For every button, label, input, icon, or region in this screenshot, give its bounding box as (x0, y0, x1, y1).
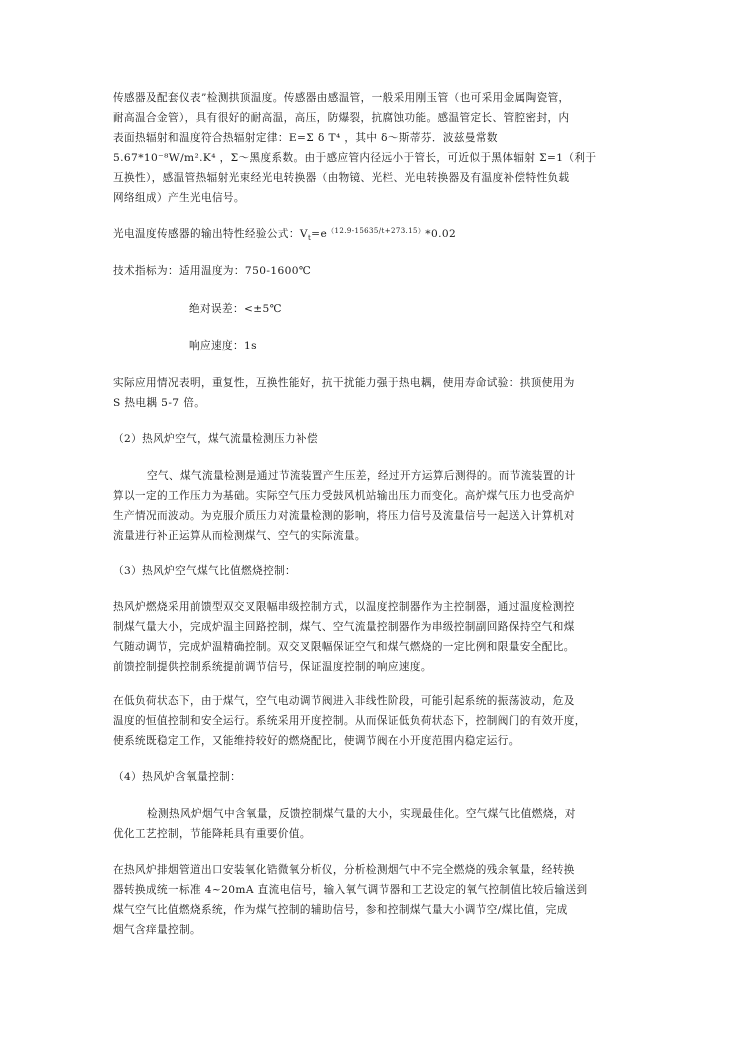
spec-line-temperature (113, 261, 633, 281)
spec-absolute-error: 绝对误差：<±5℃ (189, 303, 282, 315)
formula-subscript: t (307, 234, 312, 243)
spec-temperature-range: 技术指标为：适用温度为：750-1600℃ (113, 265, 312, 277)
formula-exponent: （12.9-15635/t+273.15） (327, 227, 426, 235)
paragraph-ratio-control (113, 597, 633, 677)
empirical-formula (113, 224, 633, 244)
text-line: 煤气空气比值燃烧系统，作为煤气控制的辅助信号，参和控制煤气量大小调节空/煤比值，完成 (113, 904, 568, 916)
text-line: 实际应用情况表明，重复性，互换性能好，抗干扰能力强于热电耦，使用寿命试验：拱顶使用为 (113, 377, 575, 389)
text-line: 在热风炉排烟管道出口安装氧化锆微氧分析仪，分析检测烟气中不完全燃烧的残余氧量，经转换 (113, 864, 575, 876)
text-line: 气随动调节，完成炉温精确控制。双交叉限幅保证空气和煤气燃烧的一定比例和限量安全配比。 (113, 641, 575, 653)
paragraph-application (113, 373, 633, 413)
paragraph-oxygen-detection (113, 804, 633, 844)
heading-text: （3）热风炉空气煤气比值燃烧控制： (113, 565, 297, 577)
paragraph-flow-compensation (113, 466, 633, 546)
text-line: 烟气含痒量控制。 (113, 924, 201, 936)
heading-text: （4）热风炉含氧量控制： (113, 771, 242, 783)
text-line: 热风炉燃烧采用前馈型双交叉限幅串级控制方式，以温度控制器作为主控制器，通过温度检测控 (113, 601, 575, 613)
text-line: 生产情况而波动。为克服介质压力对流量检测的影响，将压力信号及流量信号一起送入计算机对 (113, 510, 575, 522)
text-line: 流量进行补正运算从而检测煤气、空气的实际流量。 (113, 530, 366, 542)
text-line: 耐高温合金管），具有很好的耐高温，高压，防爆裂，抗腐蚀功能。感温管定长、管腔密封，内 (113, 112, 570, 124)
text-line: 制煤气量大小，完成炉温主回路控制，煤气、空气流量控制器作为串级控制副回路保持空气和煤 (113, 621, 575, 633)
paragraph-low-load (113, 691, 633, 751)
text-line: 检测热风炉烟气中含氧量，反馈控制煤气量的大小，实现最佳化。空气煤气比值燃烧，对 (147, 808, 576, 820)
text-line: 空气、煤气流量检测是通过节流装置产生压差，经过开方运算后测得的。而节流装置的计 (147, 470, 576, 482)
section-heading-3 (113, 561, 633, 581)
formula-mid: =e (311, 228, 328, 240)
text-line: 优化工艺控制，节能降耗具有重要价值。 (113, 828, 311, 840)
formula-prefix: 光电温度传感器的输出特性经验公式：V (113, 228, 308, 240)
spec-line-response (189, 336, 489, 356)
section-heading-4 (113, 767, 633, 787)
text-line: 前馈控制提供控制系统提前调节信号，保证温度控制的响应速度。 (113, 661, 432, 673)
paragraph-sensor-description (113, 88, 633, 208)
section-heading-2 (113, 429, 633, 449)
text-line: 网络组成）产生光电信号。 (113, 192, 245, 204)
text-line: 传感器及配套仪表”检测拱顶温度。传感器由感温管，一般采用刚玉管（也可采用金属陶瓷管， (113, 92, 570, 104)
text-line: 5.67*10⁻⁸W/m².K⁴ ，Σ～黑度系数。由于感应管内径远小于管长，可近似于黑体辐射 Σ=1（利于 (113, 152, 597, 164)
text-line: 互换性），感温管热辐射光束经光电转换器（由物镜、光栏、光电转换器及有温度补偿特性负载 (113, 172, 570, 184)
spec-line-error (189, 299, 489, 319)
text-line: 表面热辐射和温度符合热辐射定律：E=Σ δ T⁴ ，其中 δ～斯蒂芬．波兹曼常数 (113, 132, 498, 144)
formula-suffix: *0.02 (425, 228, 457, 240)
spec-response-speed: 响应速度：1s (189, 340, 257, 352)
text-line: 在低负荷状态下，由于煤气，空气电动调节阀进入非线性阶段，可能引起系统的振荡波动，危及 (113, 695, 575, 707)
text-line: 器转换成统一标准 4~20mA 直流电信号，输入氧气调节器和工艺设定的氧气控制值比较后输送到 (113, 884, 588, 896)
text-line: 使系统既稳定工作，又能维持较好的燃烧配比，使调节阀在小开度范围内稳定运行。 (113, 735, 520, 747)
text-line: 算以一定的工作压力为基础。实际空气压力受鼓风机站输出压力而变化。高炉煤气压力也受高炉 (113, 490, 575, 502)
heading-text: （2）热风炉空气，煤气流量检测压力补偿 (113, 433, 319, 445)
text-line: 温度的恒值控制和安全运行。系统采用开度控制。从而保证低负荷状态下，控制阀门的有效开度， (113, 715, 586, 727)
paragraph-oxygen-analyzer (113, 860, 633, 940)
formula-line (113, 224, 633, 244)
text-line: S 热电耦 5-7 倍。 (113, 397, 206, 409)
